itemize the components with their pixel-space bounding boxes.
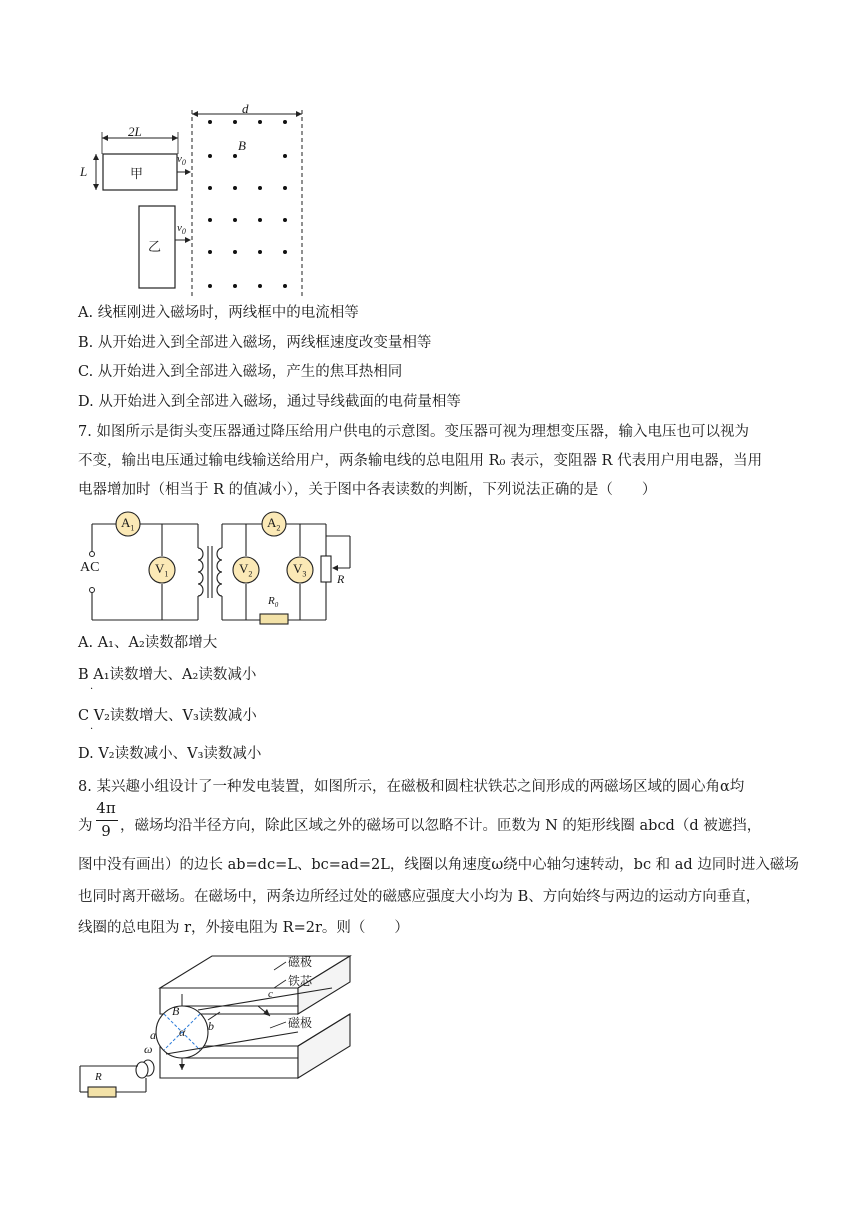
- frame-jia-label: 甲: [130, 166, 144, 181]
- core-label: 铁芯: [288, 974, 313, 988]
- field-dot: [258, 218, 262, 222]
- field-dot: [283, 186, 287, 190]
- field-dot: [233, 186, 237, 190]
- q8-stem-line1: 8. 某兴趣小组设计了一种发电装置，如图所示，在磁极和圆柱状铁芯之间形成的两磁场区域的圆心角α均: [78, 779, 745, 795]
- resistor-R-label: R: [95, 1071, 102, 1083]
- field-dot: [283, 284, 287, 288]
- A2-label: $A_2$: [267, 515, 281, 533]
- field-dot: [208, 218, 212, 222]
- field-dot: [233, 250, 237, 254]
- field-dot: [208, 250, 212, 254]
- R-label: R: [337, 572, 345, 586]
- dim-2L-label: 2L: [128, 124, 142, 139]
- fraction-denominator: 9: [101, 822, 111, 840]
- field-dot: [258, 186, 262, 190]
- fraction-numerator: 4π: [96, 799, 116, 817]
- field-dot: [233, 218, 237, 222]
- q7-stem-line3: 电器增加时（相当于 R 的值减小），关于图中各表读数的判断，下列说法正确的是（ ）: [78, 482, 657, 498]
- field-dot: [258, 250, 262, 254]
- omega-label: ω: [144, 1042, 153, 1056]
- q8-frac-prefix: 为: [78, 818, 93, 834]
- q6-option-d: D. 从开始进入到全部进入磁场，通过导线截面的电荷量相等: [78, 394, 461, 410]
- field-dot: [283, 120, 287, 124]
- field-dot: [208, 120, 212, 124]
- field-B-label: B: [238, 138, 246, 153]
- field-dot: [233, 154, 237, 158]
- figure-generator-device: [72, 948, 372, 1098]
- coil-c-label: c: [268, 988, 273, 1000]
- option-b-dot: ·: [90, 684, 94, 695]
- v0-label-jia: $v_0$: [177, 153, 186, 168]
- V1-label: $V_1$: [155, 561, 169, 579]
- field-dot: [283, 250, 287, 254]
- alpha-label: α: [179, 1025, 186, 1039]
- q8-stem-line4: 也同时离开磁场。在磁场中，两条边所经过处的磁感应强度大小均为 B、方向始终与两边的运动方向垂直，: [78, 889, 761, 905]
- field-dot: [233, 284, 237, 288]
- q7-option-c: C V₂读数增大、V₃读数减小: [78, 708, 257, 724]
- A1-label: $A_1$: [121, 515, 135, 533]
- field-dot: [283, 154, 287, 158]
- field-dot: [233, 120, 237, 124]
- coil-a-label: a: [150, 1028, 156, 1042]
- figure-magnetic-field-frames: [70, 100, 330, 300]
- q6-option-b: B. 从开始进入到全部进入磁场，两线框速度改变量相等: [78, 335, 432, 351]
- ac-source-label: AC: [80, 560, 100, 575]
- frame-yi-label: 乙: [148, 239, 162, 254]
- V3-label: $V_3$: [293, 561, 307, 579]
- field-dot: [283, 218, 287, 222]
- dim-L-label: L: [80, 164, 88, 179]
- pole-top-label: 磁极: [288, 955, 313, 969]
- q8-stem-line2: ，磁场均沿半径方向，除此区域之外的磁场可以忽略不计。匝数为 N 的矩形线圈 abcd（d 被遮挡，: [120, 818, 762, 834]
- q8-stem-line3: 图中没有画出）的边长 ab=dc=L、bc=ad=2L，线圈以角速度ω绕中心轴匀速转动，bc 和 ad 边同时进入磁场: [78, 857, 799, 873]
- q6-option-c: C. 从开始进入到全部进入磁场，产生的焦耳热相同: [78, 364, 403, 380]
- q7-option-b: B A₁读数增大、A₂读数减小: [78, 667, 257, 683]
- coil-b-label: b: [208, 1019, 214, 1033]
- option-c-dot: ·: [90, 724, 94, 735]
- q7-option-d: D. V₂读数减小、V₃读数减小: [78, 746, 262, 762]
- q6-option-a: A. 线框刚进入磁场时，两线框中的电流相等: [78, 305, 359, 321]
- dim-d-label: d: [242, 101, 249, 116]
- q7-option-a: A. A₁、A₂读数都增大: [78, 635, 218, 651]
- fraction-bar: [96, 820, 118, 821]
- field-dots: [208, 120, 287, 288]
- field-dot: [208, 186, 212, 190]
- R0-label: $R_0$: [268, 595, 279, 610]
- field-dot: [208, 284, 212, 288]
- q8-stem-line5: 线圈的总电阻为 r，外接电阻为 R=2r。则（ ）: [78, 920, 409, 936]
- field-dot: [208, 154, 212, 158]
- V2-label: $V_2$: [239, 561, 253, 579]
- pole-bottom-label: 磁极: [288, 1016, 313, 1030]
- q7-stem-line2: 不变，输出电压通过输电线输送给用户，两条输电线的总电阻用 R₀ 表示，变阻器 R 代表用户用电器，当用: [78, 453, 763, 469]
- field-dot: [258, 284, 262, 288]
- field-B-label-gen: B: [172, 1004, 180, 1018]
- field-dot: [258, 120, 262, 124]
- v0-label-yi: $v_0$: [177, 222, 186, 237]
- q7-stem-line1: 7. 如图所示是街头变压器通过降压给用户供电的示意图。变压器可视为理想变压器，输入电压也可以视为: [78, 424, 749, 440]
